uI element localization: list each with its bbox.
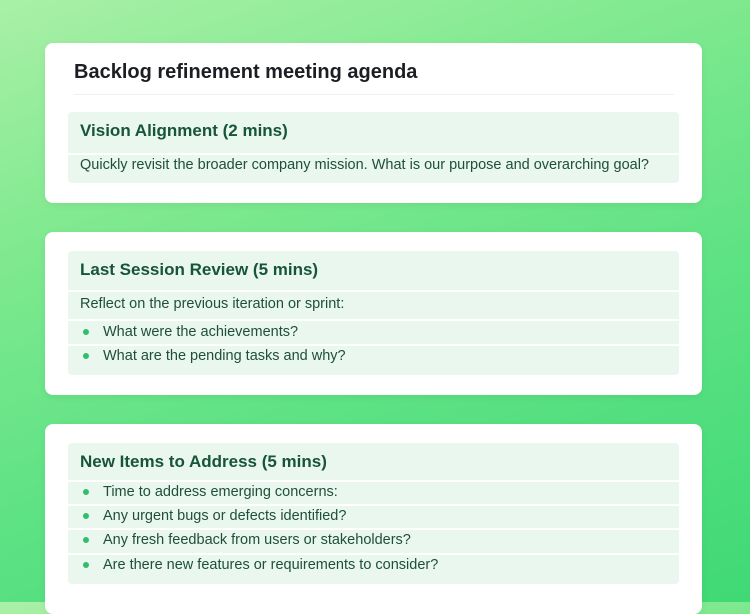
section-new-items — [68, 443, 679, 584]
list-item-text: Time to address emerging concerns: — [103, 484, 338, 500]
bullet-icon — [83, 329, 89, 335]
agenda-card-vision — [45, 43, 702, 203]
list-item-text: Any urgent bugs or defects identified? — [103, 508, 347, 524]
list-item — [80, 553, 667, 577]
agenda-card-last-session — [45, 232, 702, 395]
list-item — [80, 480, 667, 504]
section-last-session-review — [68, 251, 679, 375]
list-item-text: Are there new features or requirements to consider? — [103, 557, 439, 573]
list-item-text: What were the achievements? — [103, 324, 299, 340]
section-heading: New Items to Address (5 mins) — [80, 452, 327, 471]
bullet-icon — [83, 537, 89, 543]
section-heading: Vision Alignment (2 mins) — [80, 121, 288, 140]
agenda-card-new-items — [45, 424, 702, 614]
section-heading: Last Session Review (5 mins) — [80, 260, 319, 279]
list-item — [80, 528, 667, 552]
list-item-text: What are the pending tasks and why? — [103, 348, 346, 364]
title-divider — [74, 94, 674, 95]
bullet-icon — [83, 513, 89, 519]
list-item — [80, 320, 667, 344]
list-item — [80, 344, 667, 368]
section-text: Quickly revisit the broader company mission. What is our purpose and overarching goal? — [80, 157, 649, 173]
section-text: Reflect on the previous iteration or sprint: — [80, 296, 345, 312]
list-item — [80, 504, 667, 528]
page-title: Backlog refinement meeting agenda — [74, 61, 418, 83]
section-vision-alignment — [68, 112, 679, 183]
bullet-icon — [83, 489, 89, 495]
bullet-icon — [83, 353, 89, 359]
list-item-text: Any fresh feedback from users or stakeholders? — [103, 532, 411, 548]
bullet-icon — [83, 562, 89, 568]
